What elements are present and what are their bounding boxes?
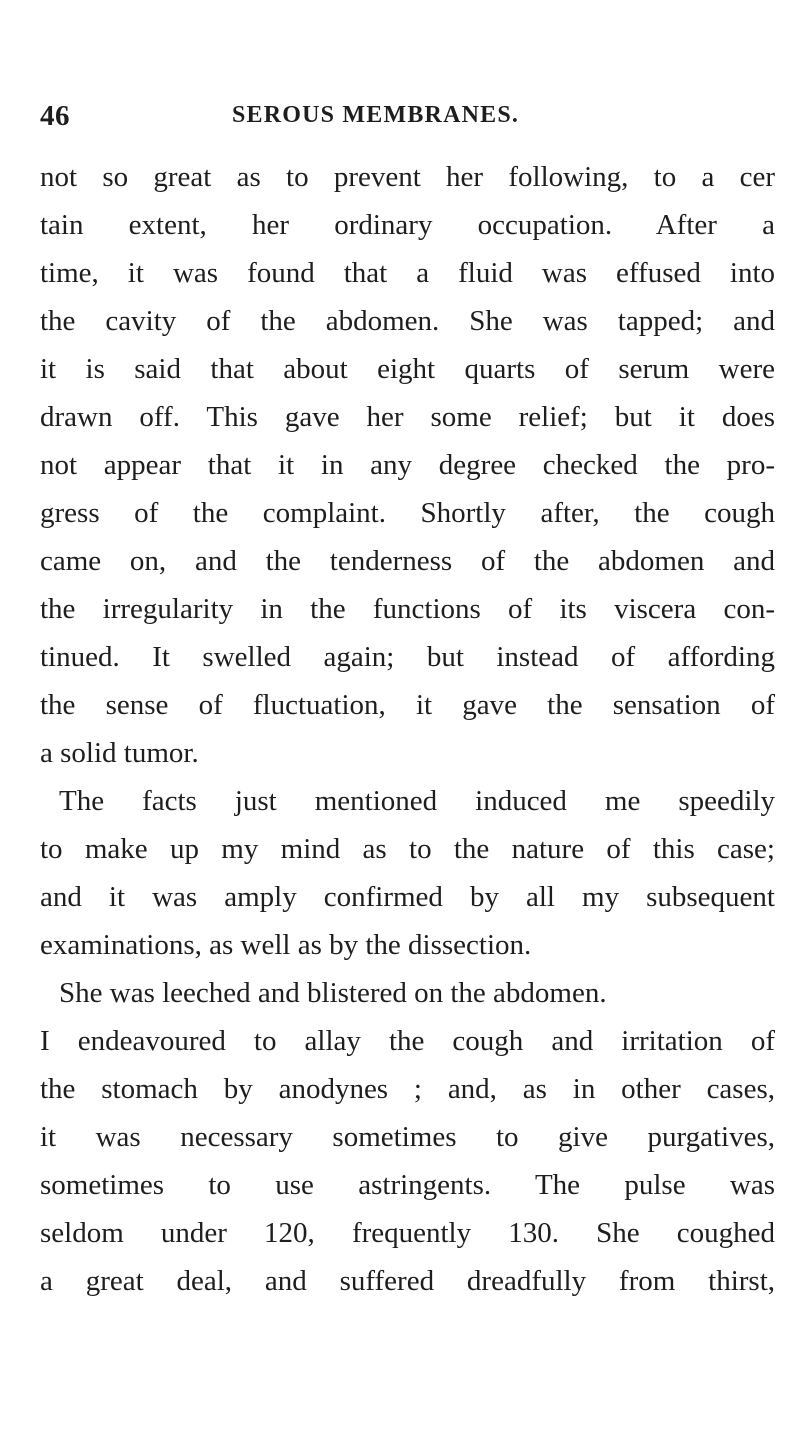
text-line: the irregularity in the functions of its viscera con- <box>40 593 775 625</box>
text-line: came on, and the tenderness of the abdomen and <box>40 545 775 577</box>
text-line: it is said that about eight quarts of serum were <box>40 353 775 385</box>
text-line: drawn off. This gave her some relief; but it does <box>40 401 775 433</box>
text-line: and it was amply confirmed by all my subsequent <box>40 881 775 913</box>
body-text <box>40 153 775 1305</box>
text-line: the sense of fluctuation, it gave the sensation of <box>40 689 775 721</box>
text-line: a great deal, and suffered dreadfully from thirst, <box>40 1265 775 1297</box>
text-line: the cavity of the abdomen. She was tapped; and <box>40 305 775 337</box>
text-line: seldom under 120, frequently 130. She coughed <box>40 1217 775 1249</box>
text-line: a solid tumor. <box>40 737 199 769</box>
text-line: not so great as to prevent her following, to a cer <box>40 161 775 193</box>
text-line: gress of the complaint. Shortly after, the cough <box>40 497 775 529</box>
text-line: not appear that it in any degree checked the pro- <box>40 449 775 481</box>
text-line: The facts just mentioned induced me speedily <box>59 785 775 817</box>
text-line: time, it was found that a fluid was effused into <box>40 257 775 289</box>
text-line: I endeavoured to allay the cough and irritation of <box>40 1025 775 1057</box>
text-line: sometimes to use astringents. The pulse was <box>40 1169 775 1201</box>
text-line: the stomach by anodynes ; and, as in other cases, <box>40 1073 775 1105</box>
text-line: to make up my mind as to the nature of this case; <box>40 833 775 865</box>
text-line: She was leeched and blistered on the abdomen. <box>59 977 607 1009</box>
text-line: tain extent, her ordinary occupation. After a <box>40 209 775 241</box>
page-header <box>40 100 780 140</box>
text-line: examinations, as well as by the dissection. <box>40 929 532 961</box>
text-line: tinued. It swelled again; but instead of affording <box>40 641 775 673</box>
text-line: it was necessary sometimes to give purgatives, <box>40 1121 775 1153</box>
page-number: 46 <box>40 100 70 132</box>
running-head: SEROUS MEMBRANES. <box>232 102 520 128</box>
